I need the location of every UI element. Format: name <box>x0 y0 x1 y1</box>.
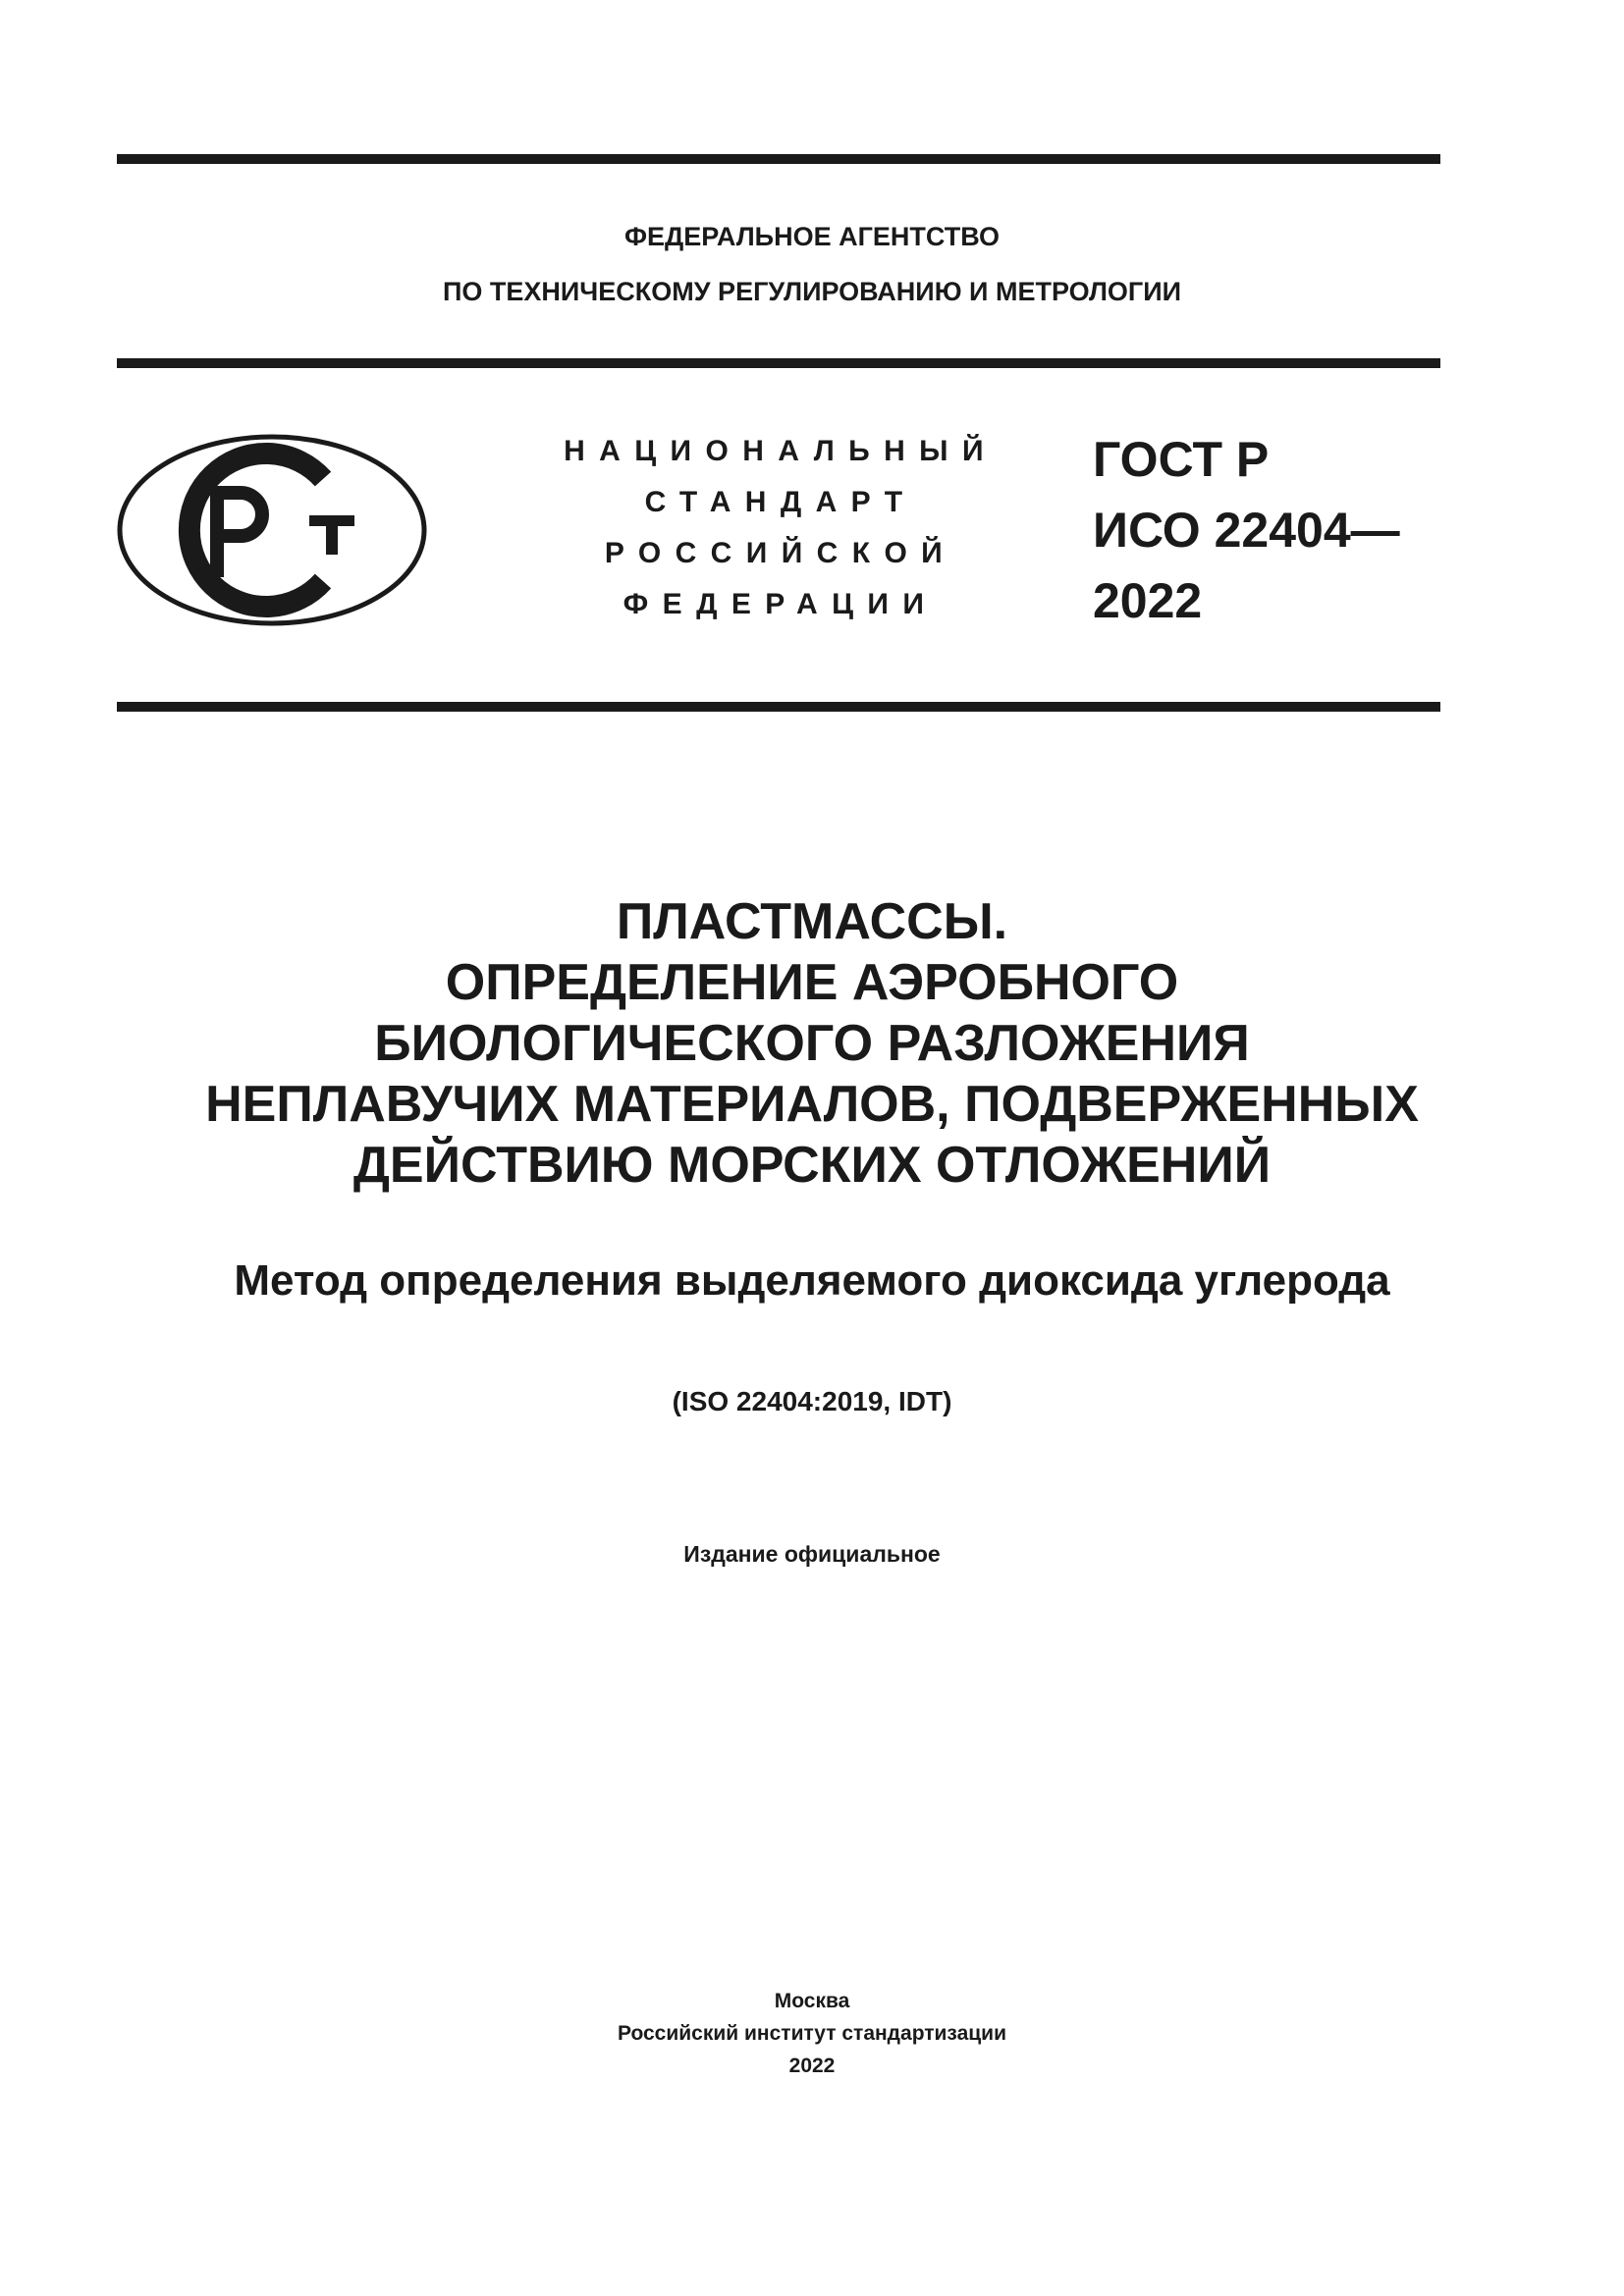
designation-line-2: ИСО 22404— <box>1093 503 1400 558</box>
title-line-3: БИОЛОГИЧЕСКОГО РАЗЛОЖЕНИЯ <box>374 1015 1250 1072</box>
title-line-4: НЕПЛАВУЧИХ МАТЕРИАЛОВ, ПОДВЕРЖЕННЫХ <box>205 1076 1419 1133</box>
edition-note: Издание официальное <box>683 1541 941 1567</box>
rst-logo-icon <box>115 432 429 628</box>
agency-name-line-2: ПО ТЕХНИЧЕСКОМУ РЕГУЛИРОВАНИЮ И МЕТРОЛОГИИ <box>442 277 1182 306</box>
title-line-1: ПЛАСТМАССЫ. <box>616 893 1008 950</box>
imprint-year: 2022 <box>788 2055 836 2077</box>
standard-designation <box>1093 424 1400 636</box>
document-title <box>0 891 1624 1196</box>
document-subtitle: Метод определения выделяемого диоксида углерода <box>234 1256 1390 1305</box>
national-standard-label <box>550 426 1011 630</box>
imprint-city: Москва <box>774 1990 850 2012</box>
designation-line-1: ГОСТ Р <box>1093 432 1270 487</box>
national-standard-line-3: РОССИЙСКОЙ <box>604 537 957 569</box>
national-standard-line-2: СТАНДАРТ <box>644 486 917 518</box>
header-rule <box>117 358 1440 368</box>
imprint-publisher: Российский институт стандартизации <box>617 2022 1007 2045</box>
national-standard-line-4: ФЕДЕРАЦИИ <box>623 588 939 620</box>
iso-reference: (ISO 22404:2019, IDT) <box>672 1386 952 1416</box>
top-rule <box>117 154 1440 164</box>
title-line-5: ДЕЙСТВИЮ МОРСКИХ ОТЛОЖЕНИЙ <box>352 1137 1272 1194</box>
title-line-2: ОПРЕДЕЛЕНИЕ АЭРОБНОГО <box>445 954 1179 1011</box>
imprint <box>0 1985 1624 2082</box>
designation-line-3: 2022 <box>1093 573 1203 628</box>
agency-name-line-1: ФЕДЕРАЛЬНОЕ АГЕНТСТВО <box>623 222 1001 251</box>
designation-rule <box>117 702 1440 712</box>
national-standard-line-1: НАЦИОНАЛЬНЫЙ <box>564 435 998 467</box>
